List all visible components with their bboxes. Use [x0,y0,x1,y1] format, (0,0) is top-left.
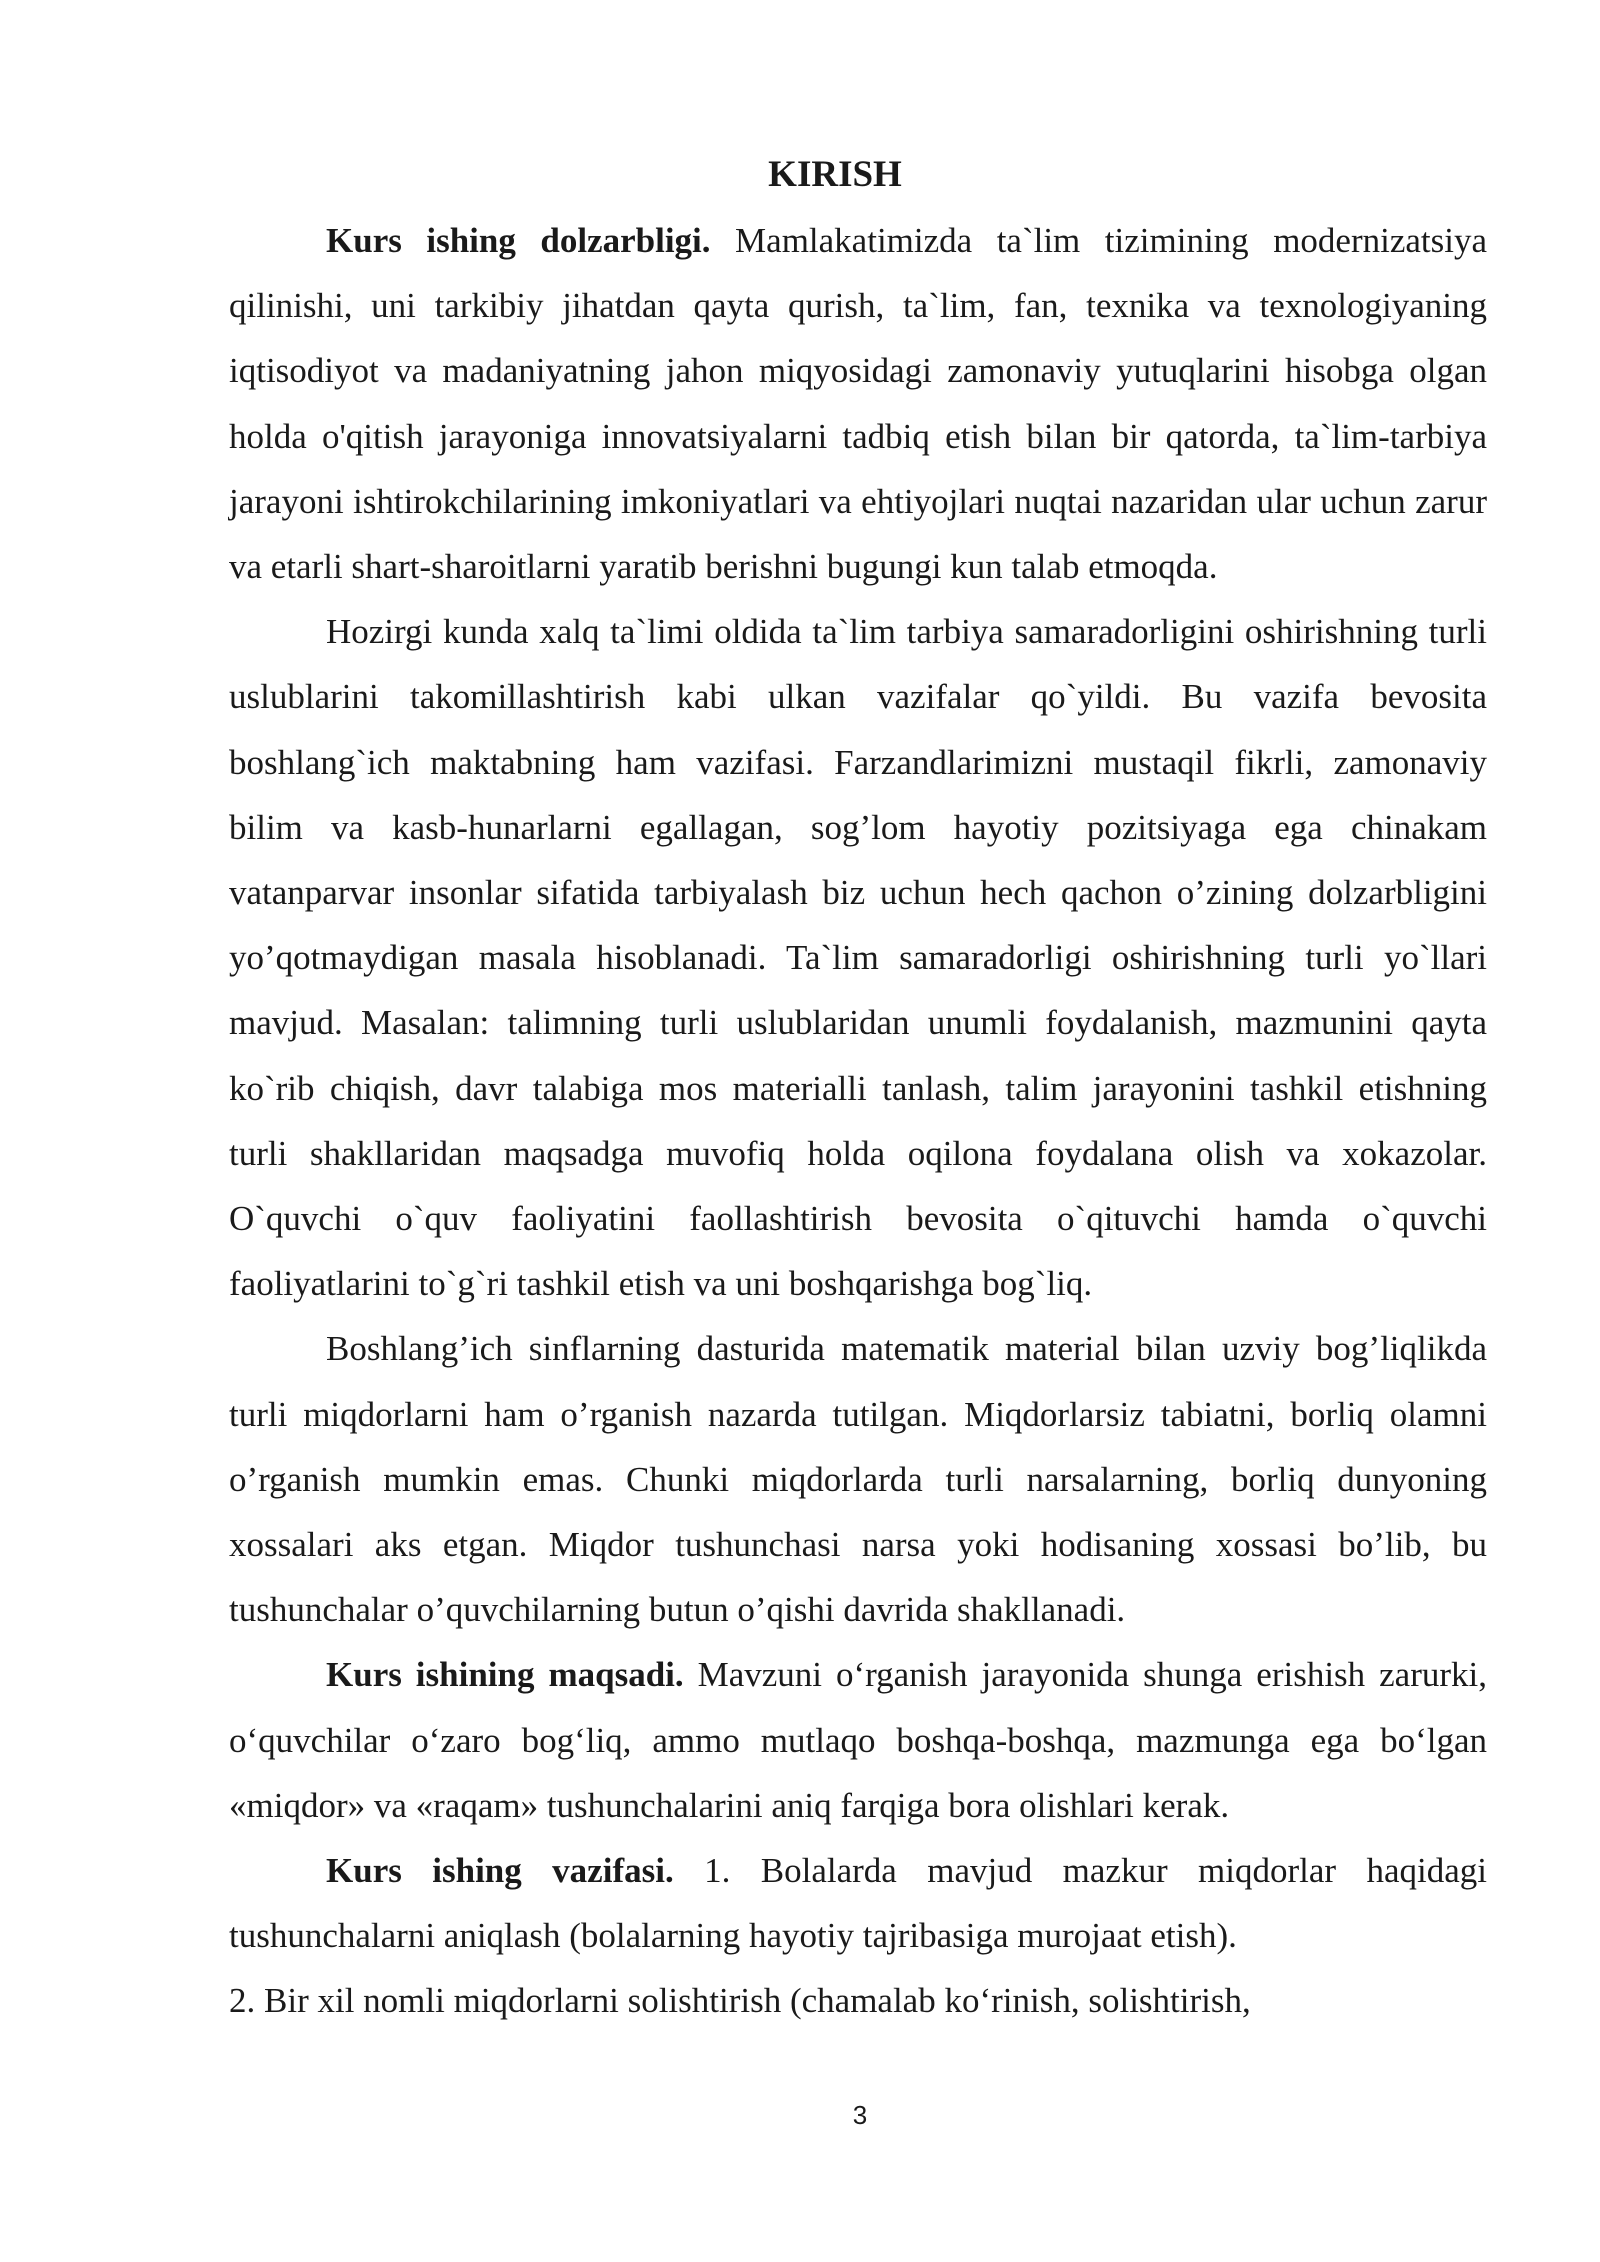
paragraph-text: 1. Bolalarda mavjud mazkur miqdorlar haqidagi tushunchalarni aniqlash (bolalarning hayotiy tajribasiga murojaat etish). [229,1851,1487,1956]
page-number: 3 [852,2100,868,2130]
paragraph-text: Mamlakatimizda ta`lim tizimining modernizatsiya qilinishi, uni tarkibiy jihatdan qayta qurish, ta`lim, fan, texnika va texnologiyaning iqtisodiyot va madaniyatning jahon miqyosidagi zamonaviy yutuqlarini hisobga olgan holda o'qitish jarayoniga innovatsiyalarni tadbiq etish bilan bir qatorda, ta`lim-tarbiya jarayoni ishtirokchilarining imkoniyatlari va ehtiyojlari nuqtai nazaridan ular uchun zarur va etarli shart-sharoitlarni yaratib berishni bugungi kun talab etmoqda. [229,221,1487,587]
paragraph-text: Boshlang’ich sinflarning dasturida matematik material bilan uzviy bog’liqlikda turli miqdorlarni ham o’rganish nazarda tutilgan. Miqdorlarsiz tabiatni, borliq olamni o’rganish mumkin emas. Chunki miqdorlarda turli narsalarning, borliq dunyoning xossalari aks etgan. Miqdor tushunchasi narsa yoki hodisaning xossasi bo’lib, bu tushunchalar o’quvchilarning butun o’qishi davrida shakllanadi. [229,1329,1487,1630]
paragraph-label: Kurs ishing vazifasi. [326,1851,674,1891]
paragraph-tasks-context [229,599,1487,1316]
paragraph-text: 2. Bir xil nomli miqdorlarni solishtirish (chamalab ko‘rinish, solishtirish, [229,1981,1251,2021]
paragraph-objectives [229,1838,1487,1968]
paragraph-objective-2 [229,1968,1487,2033]
paragraph-quantities [229,1316,1487,1642]
paragraph-text: Mavzuni o‘rganish jarayonida shunga erishish zarurki, o‘quvchilar o‘zaro bog‘liq, ammo mutlaqo boshqa-boshqa, mazmunga ega bo‘lgan «miqdor» va «raqam» tushunchalarini aniq farqiga bora olishlari kerak. [229,1655,1487,1825]
paragraph-text: Hozirgi kunda xalq ta`limi oldida ta`lim tarbiya samaradorligini oshirishning turli uslublarini takomillashtirish kabi ulkan vazifalar qo`yildi. Bu vazifa bevosita boshlang`ich maktabning ham vazifasi. Farzandlarimizni mustaqil fikrli, zamonaviy bilim va kasb-hunarlarni egallagan, sog’lom hayotiy pozitsiyaga ega chinakam vatanparvar insonlar sifatida tarbiyalash biz uchun hech qachon o’zining dolzarbligini yo’qotmaydigan masala hisoblanadi. Ta`lim samaradorligi oshirishning turli yo`llari mavjud. Masalan: talimning turli uslublaridan unumli foydalanish, mazmunini qayta ko`rib chiqish, davr talabiga mos materialli tanlash, talim jarayonini tashkil etishning turli shakllaridan maqsadga muvofiq holda oqilona foydalana olish va xokazolar. O`quvchi o`quv faoliyatini faollashtirish bevosita o`qituvchi hamda o`quvchi faoliyatlarini to`g`ri tashkil etish va uni boshqarishga bog`liq. [229,612,1487,1304]
page-title: KIRISH [768,154,902,195]
document-body [229,208,1487,2034]
paragraph-relevance [229,208,1487,599]
paragraph-label: Kurs ishining maqsadi. [326,1655,684,1695]
paragraph-goal [229,1642,1487,1838]
paragraph-label: Kurs ishing dolzarbligi. [326,221,711,260]
